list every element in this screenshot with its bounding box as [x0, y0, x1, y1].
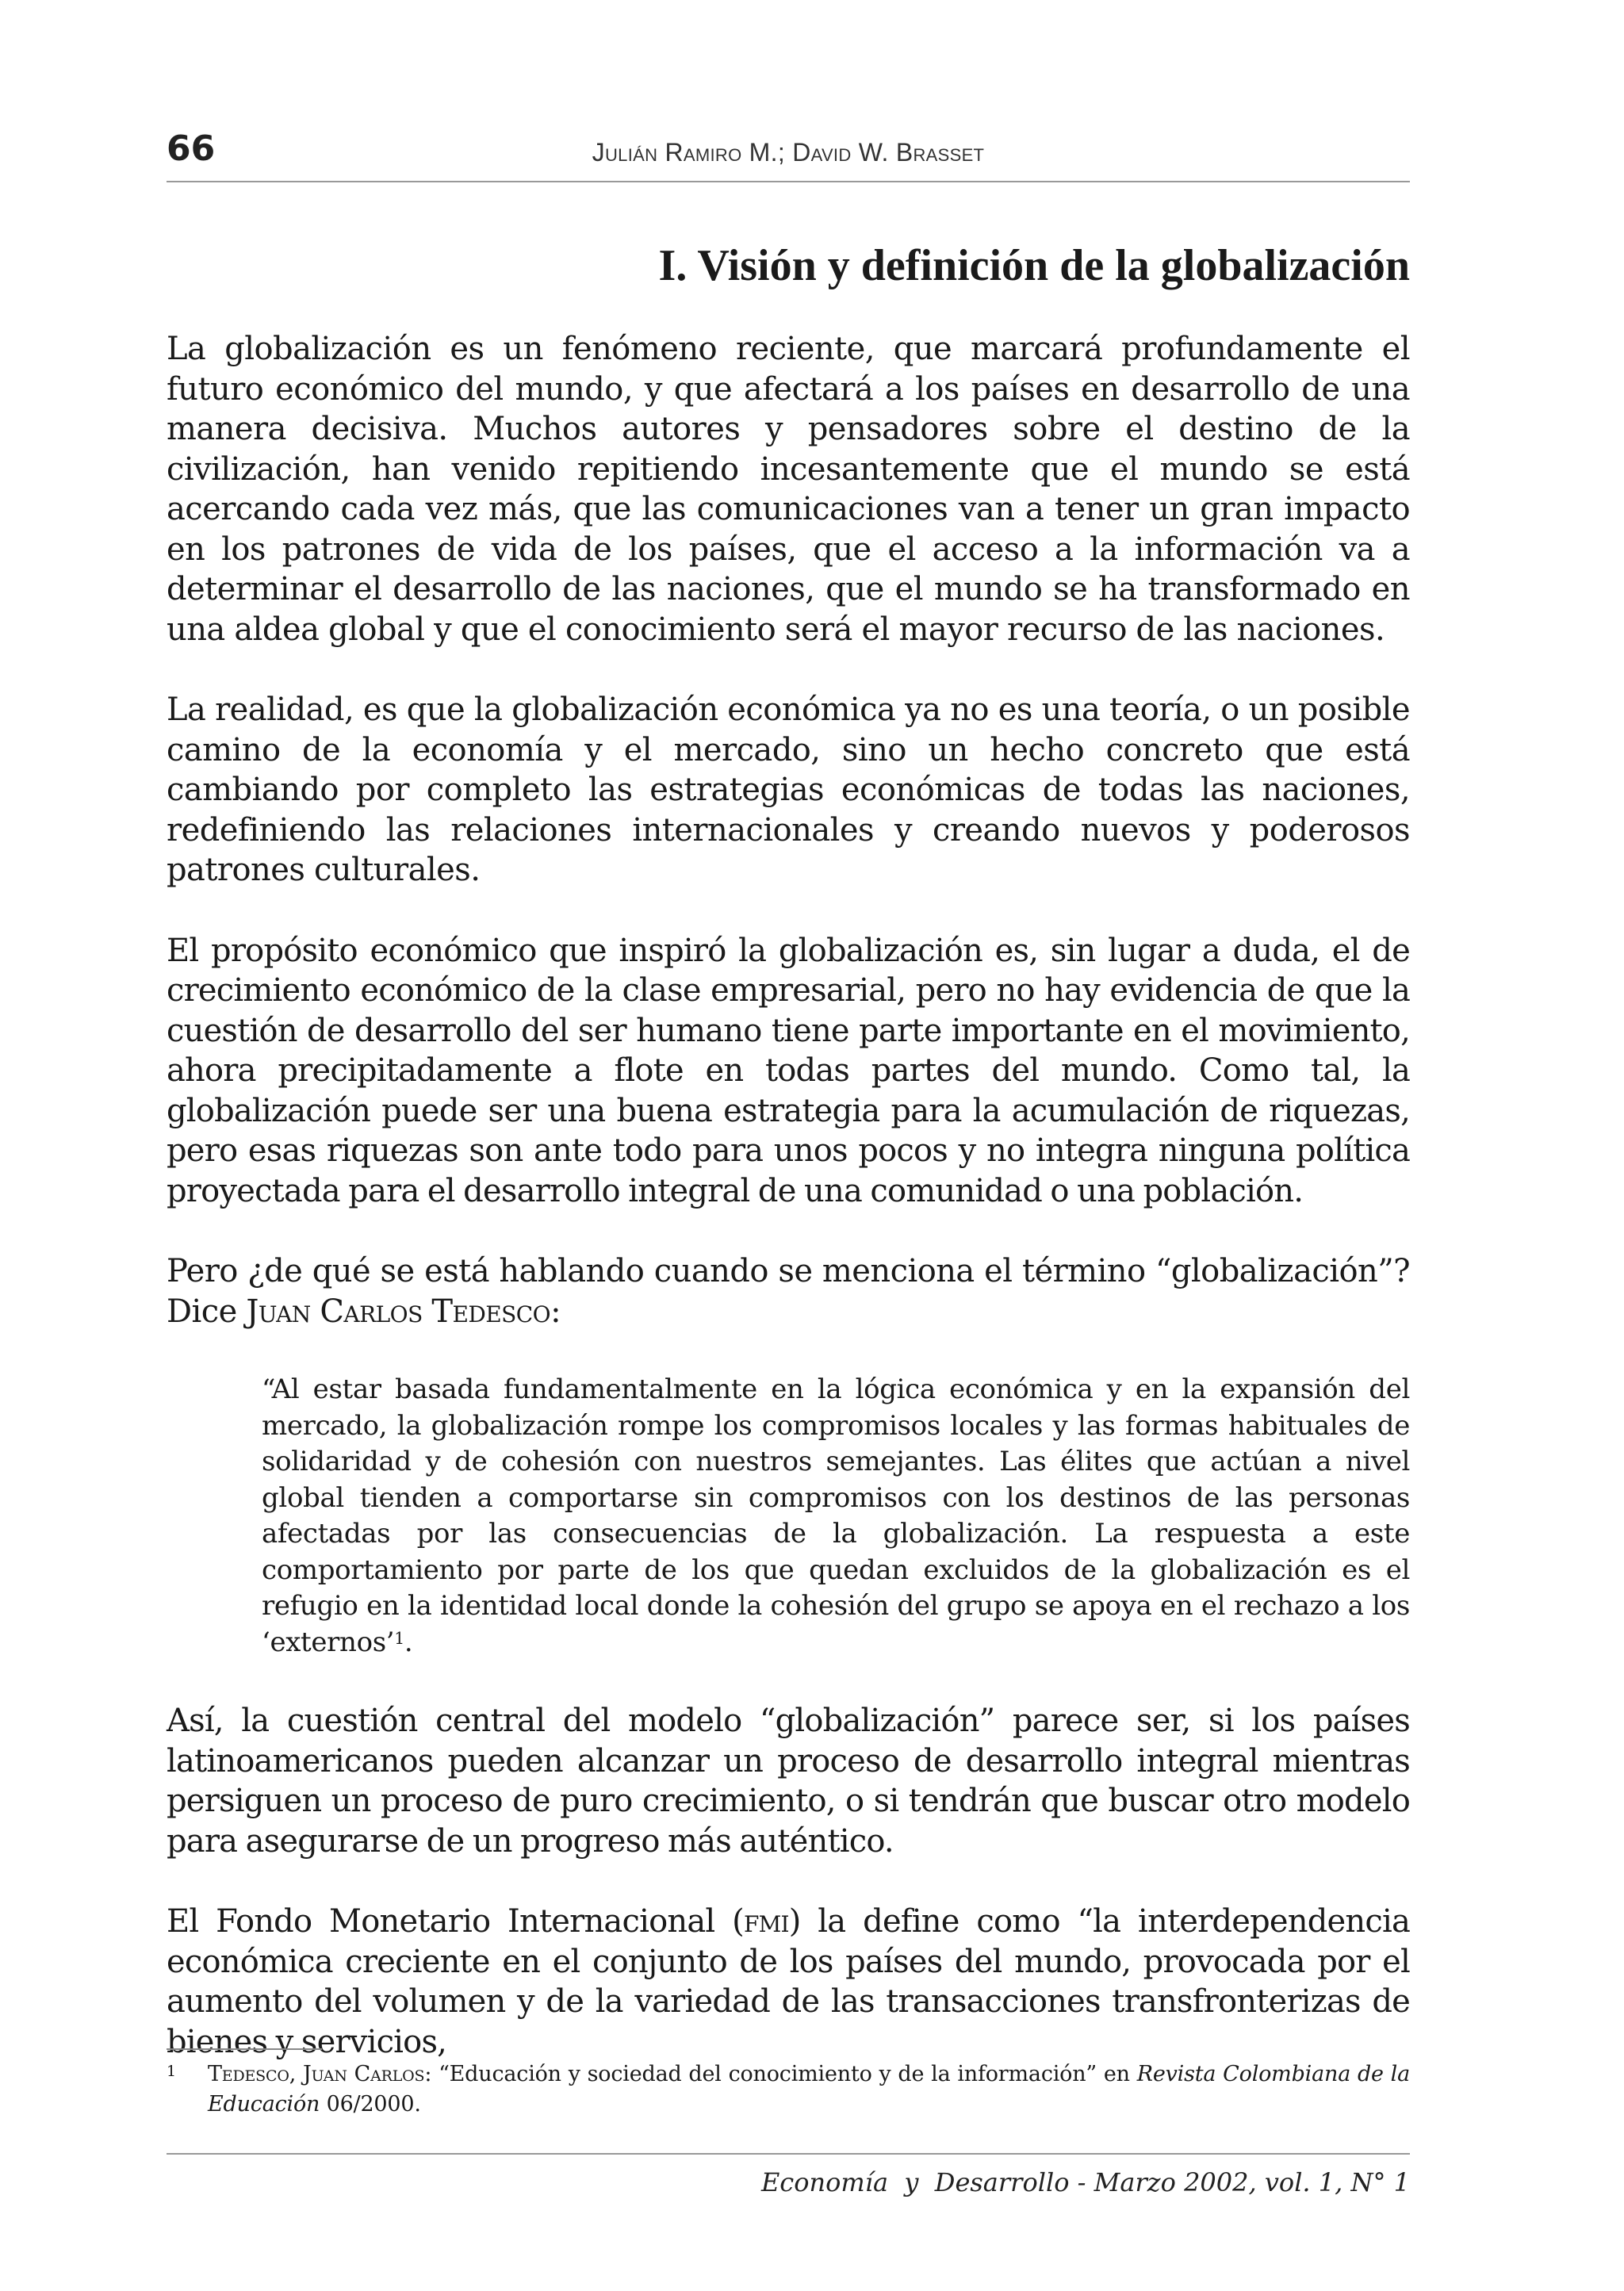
fmi-abbreviation: fmi	[743, 1903, 789, 1940]
footnote-journal: Revista Colombiana de la Educación	[208, 2062, 1410, 2117]
page-number: 66	[167, 128, 216, 169]
paragraph-1: La globalización es un fenómeno reciente, que marcará profundamente el futuro económico del mundo, y que afectará a los países en desarrollo de una manera decisiva. Muchos autores y pensadores sobre el destino de la civilización, han venido repitiendo incesantemente que el mundo se está acercando cada vez más, que las comunicaciones van a tener un gran impacto en los patrones de vida de los países, que el acceso a la información va a determinar el desarrollo de las naciones, que el mundo se ha transformado en una aldea global y que el conocimiento será el mayor recurso de las naciones.	[167, 331, 1410, 648]
paragraph-4-end: :	[550, 1293, 561, 1330]
quote-end: .	[404, 1626, 413, 1658]
footnote-body: : “Educación y sociedad del conocimiento y de la información” en	[424, 2062, 1137, 2086]
paragraph-6	[167, 1902, 1410, 2062]
footnote-text	[208, 2059, 1410, 2120]
journal-footer: Economía y Desarrollo - Marzo 2002, vol. 1, N° 1	[760, 2167, 1410, 2197]
paragraph-2: La realidad, es que la globalización económica ya no es una teoría, o un posible camino de la economía y el mercado, sino un hecho concreto que está cambiando por completo las estrategias económicas de todas las naciones, redefiniendo las relaciones internacionales y creando nuevos y poderosos patrones culturales.	[167, 692, 1410, 888]
paragraph-4-text: Pero ¿de qué se está hablando cuando se menciona el término “globalización”? Dice	[167, 1253, 1410, 1330]
header-rule	[167, 181, 1410, 182]
running-head: Julián Ramiro M.; David W. Brasset	[592, 138, 985, 167]
page-header	[167, 128, 1410, 176]
footnote-rule	[167, 2048, 322, 2050]
footnote-issue: 06/2000.	[320, 2092, 421, 2117]
footnote	[167, 2059, 1410, 2120]
cited-author: Juan Carlos Tedesco	[246, 1293, 551, 1330]
footnote-marker: 1	[167, 2063, 176, 2080]
paragraph-4	[167, 1251, 1410, 1331]
body-text	[167, 329, 1410, 2102]
quote-text: “Al estar basada fundamentalmente en la lógica económica y en la expansión del mercado, la globalización rompe los compromisos locales y las formas habituales de solidaridad y de cohesión con nuestros semejantes. Las élites que actúan a nivel global tienden a comportarse sin compromisos con los destinos de las personas afectadas por las consecuencias de la globalización. La respuesta a este comportamiento por parte de los que quedan excluidos de la globalización es el refugio en la identidad local donde la cohesión del grupo se apoya en el rechazo a los ‘externos’	[262, 1373, 1410, 1658]
paragraph-6-start: El Fondo Monetario Internacional (	[167, 1903, 744, 1940]
footer-rule	[167, 2153, 1410, 2155]
section-title: I. Visión y definición de la globalización	[658, 241, 1410, 290]
footnote-author: Tedesco, Juan Carlos	[208, 2062, 425, 2086]
footnote-reference: 1	[394, 1629, 404, 1649]
paragraph-5: Así, la cuestión central del modelo “globalización” parece ser, si los países latinoamericanos pueden alcanzar un proceso de desarrollo integral mientras persiguen un proceso de puro crecimiento, o si tendrán que buscar otro modelo para asegurarse de un progreso más auténtico.	[167, 1703, 1410, 1860]
page	[167, 0, 1410, 2291]
block-quote	[262, 1372, 1410, 1661]
paragraph-6-rest: ) la define como “la interdependencia económica creciente en el conjunto de los países del mundo, provocada por el aumento del volumen y de la variedad de las transacciones transfronterizas de bienes y servicios,	[167, 1903, 1411, 2060]
paragraph-3: El propósito económico que inspiró la globalización es, sin lugar a duda, el de crecimiento económico de la clase empresarial, pero no hay evidencia de que la cuestión de desarrollo del ser humano tiene parte importante en el movimiento, ahora precipitadamente a flote en todas partes del mundo. Como tal, la globalización puede ser una buena estrategia para la acumulación de riquezas, pero esas riquezas son ante todo para unos pocos y no integra ninguna política proyectada para el desarrollo integral de una comunidad o una población.	[167, 932, 1410, 1209]
